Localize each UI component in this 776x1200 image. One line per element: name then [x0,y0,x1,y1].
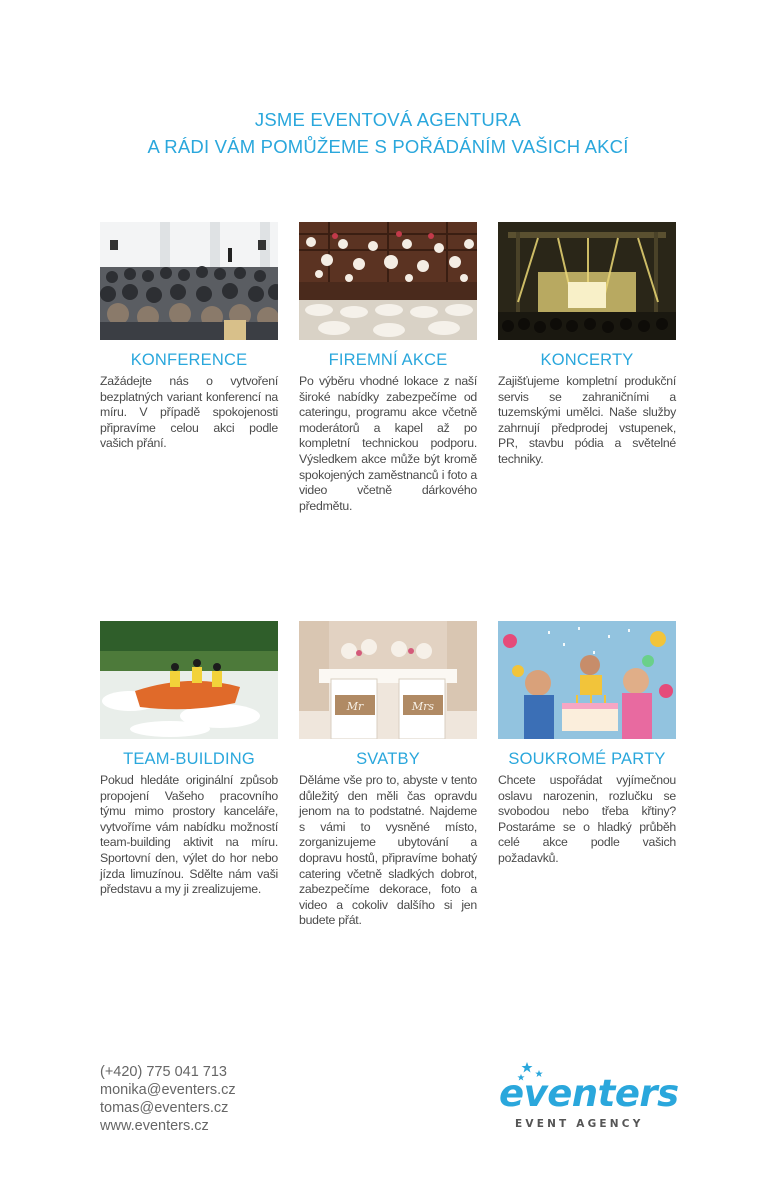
contact-website[interactable]: www.eventers.cz [100,1118,209,1134]
logo-tagline: EVENT AGENCY [515,1118,644,1130]
service-title: SOUKROMÉ PARTY [508,750,666,768]
rafting-photo [100,621,278,739]
service-title: KONCERTY [540,351,634,369]
svg-text:Mr: Mr [346,700,364,713]
service-card-koncerty [498,222,676,468]
headline-line-1: JSME EVENTOVÁ AGENTURA [254,109,522,130]
service-card-svatby [299,621,477,929]
service-description: Pokud hledáte originální způsob propojení Vašeho pracovního týmu mimo prostory kanceláře, vytvoříme vám nabídku možností team-building aktivit na míru. Sportovní den, výlet do hor nebo jízda limuzínou. Sdělte nám vaši představu a my ji zrealizujeme. [100,773,278,897]
service-title: KONFERENCE [130,351,248,369]
headline-line-2: A RÁDI VÁM POMŮŽEME S POŘÁDÁNÍM VAŠICH AKCÍ [147,136,629,157]
contact-email-tomas[interactable]: tomas@eventers.cz [100,1100,229,1116]
service-description: Zajišťujeme kompletní produkční servis se zahraničními a tuzemskými umělci. Naše služby zahrnují předprodej vstupenek, PR, stavbu pódia a světelné techniky. [498,374,676,466]
service-description: Po výběru vhodné lokace z naší široké nabídky zabezpečíme od cateringu, programu akce včetně moderátorů a kapel až po kompletní technickou podporu. Výsledkem akce může být kromě spokojených zaměstnanců i foto a video včetně dárkového předmětu. [299,374,477,513]
birthday-party-photo [498,621,676,739]
page-headline [0,106,776,160]
service-title: TEAM-BUILDING [123,750,255,768]
service-description: Zažádejte nás o vytvoření bezplatných variant konferencí na míru. V případě spokojenosti připravíme celou akci podle vašich přání. [100,374,278,451]
service-title: FIREMNÍ AKCE [328,351,448,369]
conference-audience-photo [100,222,278,340]
service-card-soukrome-party [498,621,676,867]
contact-email-monika[interactable]: monika@eventers.cz [100,1082,236,1098]
service-card-konference [100,222,278,452]
logo-wordmark: eventers [499,1072,679,1115]
service-card-firemni-akce [299,222,477,514]
svg-text:Mrs: Mrs [411,700,435,713]
service-description: Chcete uspořádat vyjímečnou oslavu narozenin, rozlučku se svobodou nebo třeba křtiny? Postaráme se o hladký průběh celé akce podle vašich požadavků. [498,773,676,865]
service-description: Děláme vše pro to, abyste v tento důležitý den měli čas opravdu jenom na to podstatné. Najdeme s vámi to vysněné místo, zorganizujeme ubytování a dopravu hostů, připravíme bohatý catering včetně sladkých dobrot, zabezpečíme dekorace, foto a video a cokoliv dalšího si jen budete přát. [299,773,477,928]
service-title: SVATBY [356,750,420,768]
eventers-logo [497,1060,677,1135]
contact-phone: (+420) 775 041 713 [100,1064,227,1080]
concert-stage-lights-photo [498,222,676,340]
contact-info [100,1063,236,1135]
wedding-chairs-photo [299,621,477,739]
service-card-team-building [100,621,278,898]
banquet-hall-lanterns-photo [299,222,477,340]
